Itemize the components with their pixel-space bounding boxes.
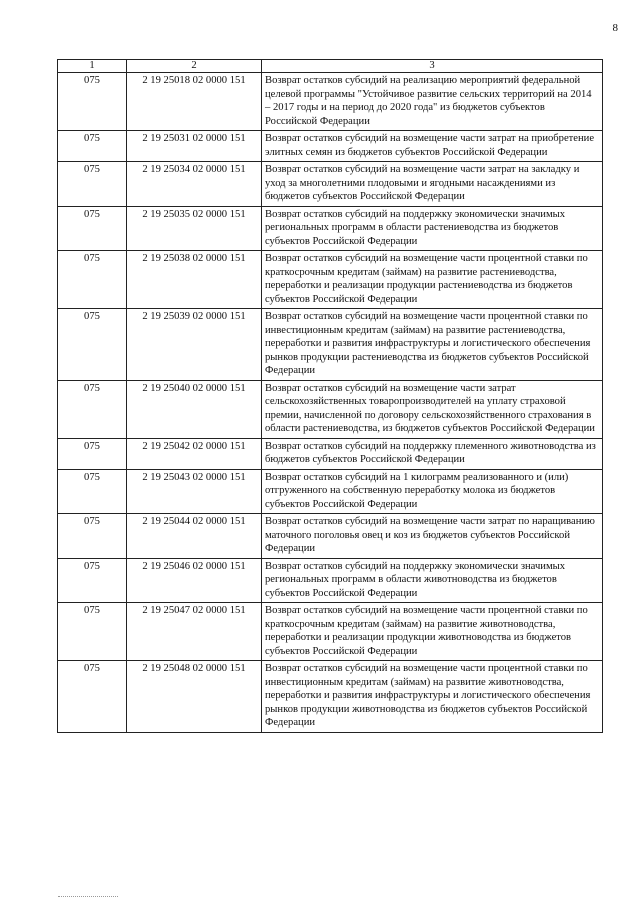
budget-code-cell: 2 19 25038 02 0000 151 — [127, 251, 262, 309]
budget-code-cell: 2 19 25048 02 0000 151 — [127, 661, 262, 733]
admin-code-cell: 075 — [58, 309, 127, 381]
budget-code-cell: 2 19 25035 02 0000 151 — [127, 206, 262, 251]
admin-code-cell: 075 — [58, 558, 127, 603]
admin-code-cell: 075 — [58, 514, 127, 559]
admin-code-cell: 075 — [58, 73, 127, 131]
budget-code-cell: 2 19 25043 02 0000 151 — [127, 469, 262, 514]
description-cell: Возврат остатков субсидий на возмещение части затрат по наращиванию маточного поголовья овец и коз из бюджетов субъектов Российской Федерации — [262, 514, 603, 559]
description-cell: Возврат остатков субсидий на поддержку экономически значимых региональных программ в области растениеводства из бюджетов субъектов Российской Федерации — [262, 206, 603, 251]
table-row — [58, 131, 603, 162]
budget-code-cell: 2 19 25040 02 0000 151 — [127, 380, 262, 438]
description-cell: Возврат остатков субсидий на возмещение части процентной ставки по краткосрочным кредитам (займам) на развитие растениеводства, переработки и реализации продукции растениеводства из бюджетов субъектов Российской Федерации — [262, 251, 603, 309]
budget-codes-table — [57, 59, 603, 733]
budget-code-cell: 2 19 25047 02 0000 151 — [127, 603, 262, 661]
description-cell: Возврат остатков субсидий на возмещение части затрат сельскохозяйственных товаропроизводителей на уплату страховой премии, начисленной по договору сельскохозяйственного страхования в области растениеводства, из бюджетов субъектов Российской Федерации — [262, 380, 603, 438]
table-row — [58, 380, 603, 438]
admin-code-cell: 075 — [58, 131, 127, 162]
admin-code-cell: 075 — [58, 661, 127, 733]
scan-artifact-divider — [58, 896, 118, 898]
budget-code-cell: 2 19 25034 02 0000 151 — [127, 162, 262, 207]
description-cell: Возврат остатков субсидий на поддержку племенного животноводства из бюджетов субъектов Российской Федерации — [262, 438, 603, 469]
table-row — [58, 514, 603, 559]
admin-code-cell: 075 — [58, 603, 127, 661]
budget-code-cell: 2 19 25031 02 0000 151 — [127, 131, 262, 162]
admin-code-cell: 075 — [58, 251, 127, 309]
table-row — [58, 558, 603, 603]
description-cell: Возврат остатков субсидий на возмещение части затрат на приобретение элитных семян из бюджетов субъектов Российской Федерации — [262, 131, 603, 162]
table-row — [58, 206, 603, 251]
header-col-3: 3 — [262, 60, 603, 73]
table-row — [58, 162, 603, 207]
budget-code-cell: 2 19 25018 02 0000 151 — [127, 73, 262, 131]
header-col-2: 2 — [127, 60, 262, 73]
page-number: 8 — [612, 22, 618, 34]
header-col-1: 1 — [58, 60, 127, 73]
admin-code-cell: 075 — [58, 438, 127, 469]
description-cell: Возврат остатков субсидий на возмещение части процентной ставки по краткосрочным кредитам (займам) на развитие животноводства, переработки и реализации продукции животноводства из бюджетов субъектов Российской Федерации — [262, 603, 603, 661]
description-cell: Возврат остатков субсидий на 1 килограмм реализованного и (или) отгруженного на собственную переработку молока из бюджетов субъектов Российской Федерации — [262, 469, 603, 514]
description-cell: Возврат остатков субсидий на возмещение части процентной ставки по инвестиционным кредитам (займам) на развитие животноводства, переработки и развития инфраструктуры и логистического обеспечения рынков продукции животноводства из бюджетов субъектов Российской Федерации — [262, 661, 603, 733]
budget-code-cell: 2 19 25039 02 0000 151 — [127, 309, 262, 381]
admin-code-cell: 075 — [58, 380, 127, 438]
table-row — [58, 603, 603, 661]
budget-code-cell: 2 19 25042 02 0000 151 — [127, 438, 262, 469]
description-cell: Возврат остатков субсидий на поддержку экономически значимых региональных программ в области животноводства из бюджетов субъектов Российской Федерации — [262, 558, 603, 603]
table-row — [58, 309, 603, 381]
table-header-row — [58, 60, 603, 73]
budget-code-cell: 2 19 25044 02 0000 151 — [127, 514, 262, 559]
table-row — [58, 438, 603, 469]
description-cell: Возврат остатков субсидий на реализацию мероприятий федеральной целевой программы "Устойчивое развитие сельских территорий на 2014 – 2017 годы и на период до 2020 года" из бюджетов субъектов Российской Федерации — [262, 73, 603, 131]
admin-code-cell: 075 — [58, 206, 127, 251]
table-row — [58, 661, 603, 733]
admin-code-cell: 075 — [58, 469, 127, 514]
budget-code-cell: 2 19 25046 02 0000 151 — [127, 558, 262, 603]
table-row — [58, 469, 603, 514]
table-row — [58, 251, 603, 309]
description-cell: Возврат остатков субсидий на возмещение части процентной ставки по инвестиционным кредитам (займам) на развитие растениеводства, переработки и развития инфраструктуры и логистического обеспечения рынков продукции растениеводства из бюджетов субъектов Российской Федерации — [262, 309, 603, 381]
admin-code-cell: 075 — [58, 162, 127, 207]
description-cell: Возврат остатков субсидий на возмещение части затрат на закладку и уход за многолетними плодовыми и ягодными насаждениями из бюджетов субъектов Российской Федерации — [262, 162, 603, 207]
table-row — [58, 73, 603, 131]
